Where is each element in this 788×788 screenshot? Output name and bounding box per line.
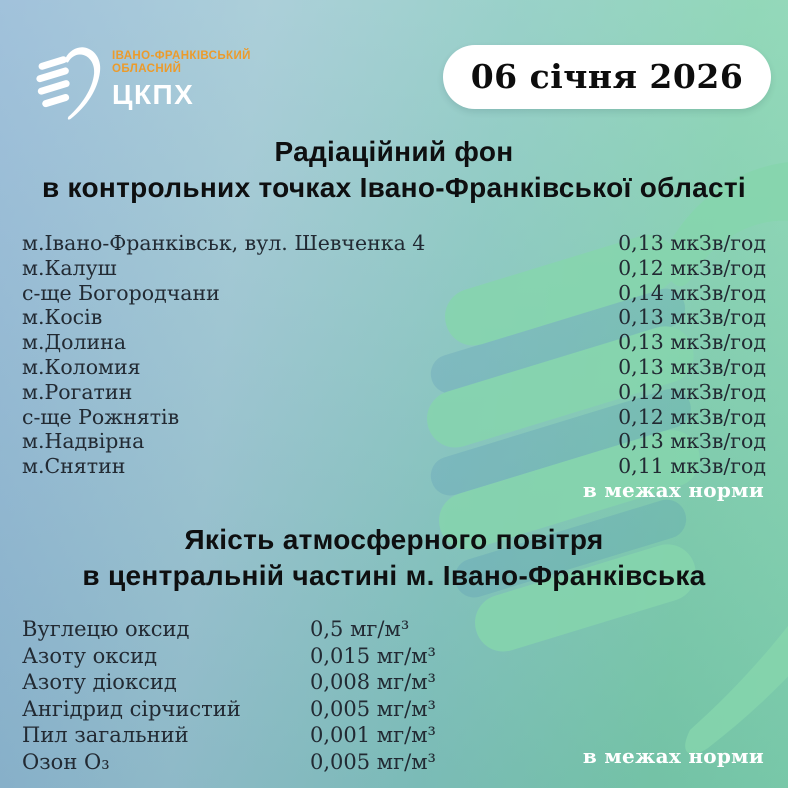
radiation-value: 0,13 мкЗв/год: [618, 231, 766, 255]
location-label: м.Рогатин: [22, 379, 133, 404]
air-row: [22, 644, 766, 671]
air-row: [22, 697, 766, 724]
radiation-status-badge: в межах норми: [582, 478, 764, 502]
radiation-row: [22, 355, 766, 380]
radiation-row: [22, 256, 766, 281]
logo-text: [112, 42, 251, 124]
air-value: 0,008 мг/м³: [310, 670, 436, 695]
air-value: 0,5 мг/м³: [310, 617, 410, 641]
radiation-value: 0,13 мкЗв/год: [618, 305, 766, 330]
location-label: м.Надвірна: [22, 429, 145, 454]
radiation-row: [22, 281, 766, 306]
radiation-value: 0,12 мкЗв/год: [618, 379, 766, 404]
radiation-value: 0,13 мкЗв/год: [618, 429, 766, 454]
substance-label: Азоту оксид: [22, 643, 158, 668]
location-label: с-ще Рожнятів: [22, 404, 180, 429]
substance-label: Пил загальний: [22, 723, 189, 748]
logo-region-line2: ОБЛАСНИЙ: [112, 63, 182, 75]
air-status-badge: в межах норми: [582, 744, 764, 768]
location-label: м.Івано-Франківськ, вул. Шевченка 4: [22, 231, 426, 255]
radiation-row: [22, 429, 766, 454]
air-title-line1: Якість атмосферного повітря: [184, 524, 604, 555]
location-label: м.Снятин: [22, 454, 126, 479]
location-label: с-ще Богородчани: [22, 280, 220, 305]
air-value: 0,005 мг/м³: [310, 696, 436, 721]
radiation-row: [22, 305, 766, 330]
radiation-value: 0,14 мкЗв/год: [618, 280, 766, 305]
shield-logo-icon: [30, 42, 104, 124]
radiation-section-title: [0, 134, 788, 206]
location-label: м.Долина: [22, 330, 127, 355]
substance-label: Озон О₃: [22, 749, 110, 774]
radiation-row: [22, 380, 766, 405]
radiation-value: 0,12 мкЗв/год: [618, 255, 766, 280]
air-value: 0,005 мг/м³: [310, 749, 436, 774]
location-label: м.Коломия: [22, 354, 141, 379]
location-label: м.Калуш: [22, 255, 117, 280]
radiation-value: 0,11 мкЗв/год: [618, 454, 766, 479]
radiation-value: 0,13 мкЗв/год: [618, 354, 766, 379]
substance-label: Азоту діоксид: [22, 670, 177, 695]
radiation-value: 0,12 мкЗв/год: [618, 404, 766, 429]
radiation-row: [22, 405, 766, 430]
air-title-line2: в центральній частині м. Івано-Франківська: [82, 560, 706, 591]
air-value: 0,001 мг/м³: [310, 723, 436, 748]
date-badge: 06 січня 2026: [443, 45, 771, 109]
radiation-title-line2: в контрольних точках Івано-Франківської області: [41, 172, 747, 203]
radiation-row: [22, 330, 766, 355]
air-row: [22, 617, 766, 644]
location-label: м.Косів: [22, 305, 103, 330]
radiation-row: [22, 454, 766, 479]
substance-label: Ангідрид сірчистий: [22, 696, 241, 721]
radiation-title-line1: Радіаційний фон: [274, 136, 514, 167]
substance-label: Вуглецю оксид: [22, 617, 190, 641]
air-value: 0,015 мг/м³: [310, 643, 436, 668]
air-section-title: [0, 522, 788, 594]
radiation-table: [22, 231, 766, 479]
logo-acronym: ЦКПХ: [112, 79, 195, 110]
radiation-row: [22, 231, 766, 256]
logo-region-line1: ІВАНО-ФРАНКІВСЬКИЙ: [112, 50, 251, 62]
radiation-value: 0,13 мкЗв/год: [618, 330, 766, 355]
logo: [30, 42, 251, 124]
air-row: [22, 670, 766, 697]
